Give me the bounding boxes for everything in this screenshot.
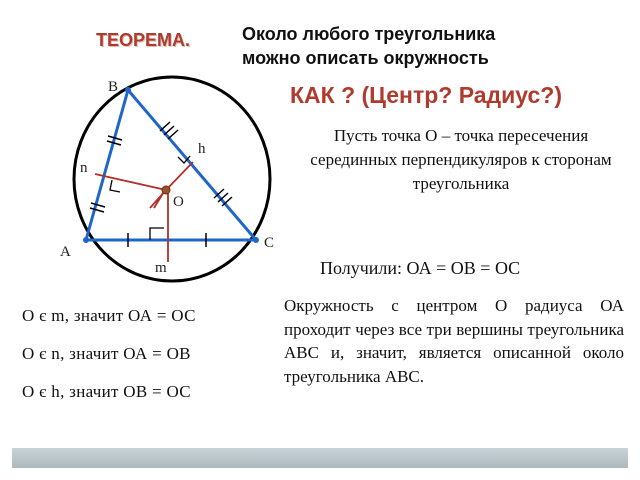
right-angle-n bbox=[110, 180, 120, 192]
vertex-b-dot bbox=[125, 87, 131, 93]
tick bbox=[90, 208, 104, 212]
tick bbox=[91, 203, 105, 207]
theorem-label: ТЕОРЕМА. bbox=[96, 30, 191, 50]
bottom-bar bbox=[12, 448, 628, 468]
fact-m bbox=[22, 306, 234, 326]
fact-n-text: О є n, значит ОА = ОВ bbox=[22, 344, 191, 363]
perpendicular-bisectors bbox=[95, 162, 193, 262]
fact-m-text: О є m, значит ОА = ОС bbox=[22, 306, 196, 325]
triangle-abc bbox=[86, 90, 256, 240]
tick bbox=[160, 122, 170, 131]
vertex-a-dot bbox=[83, 237, 89, 243]
label-c: C bbox=[264, 235, 275, 251]
fact-h bbox=[22, 382, 234, 402]
conclusion-text: Окружность с центром О радиуса ОА проходит через все три вершины треугольника АВС и, значит, является описанной около треугольника АВС. bbox=[284, 296, 624, 386]
tick bbox=[168, 130, 178, 139]
label-o: O bbox=[173, 194, 184, 210]
right-angle-m bbox=[150, 228, 164, 240]
tick bbox=[164, 126, 174, 135]
theorem-line-1: Около любого треугольника bbox=[242, 24, 496, 44]
center-o-dot bbox=[162, 186, 170, 194]
label-n: n bbox=[80, 160, 88, 176]
bisector-h bbox=[166, 162, 193, 190]
circumcircle-diagram bbox=[0, 0, 290, 300]
theorem-line-2: можно описать окружность bbox=[242, 48, 489, 68]
bisector-n bbox=[95, 174, 166, 190]
label-h: h bbox=[198, 141, 206, 157]
label-m: m bbox=[155, 260, 167, 276]
result-text: Получили: ОА = ОВ = ОС bbox=[320, 258, 521, 278]
side-bc bbox=[128, 90, 256, 240]
question-heading: КАК ? (Центр? Радиус?) bbox=[290, 82, 562, 108]
premise-text: Пусть точка О – точка пересечения серединных перпендикуляров к сторонам треугольника bbox=[310, 126, 612, 193]
label-a: A bbox=[60, 244, 71, 260]
fact-h-text: О є h, значит ОВ = ОС bbox=[22, 382, 191, 401]
fact-n bbox=[22, 344, 234, 364]
label-b: B bbox=[108, 79, 119, 95]
vertex-c-dot bbox=[253, 237, 259, 243]
theorem-statement bbox=[242, 22, 622, 70]
side-ab bbox=[86, 90, 128, 240]
